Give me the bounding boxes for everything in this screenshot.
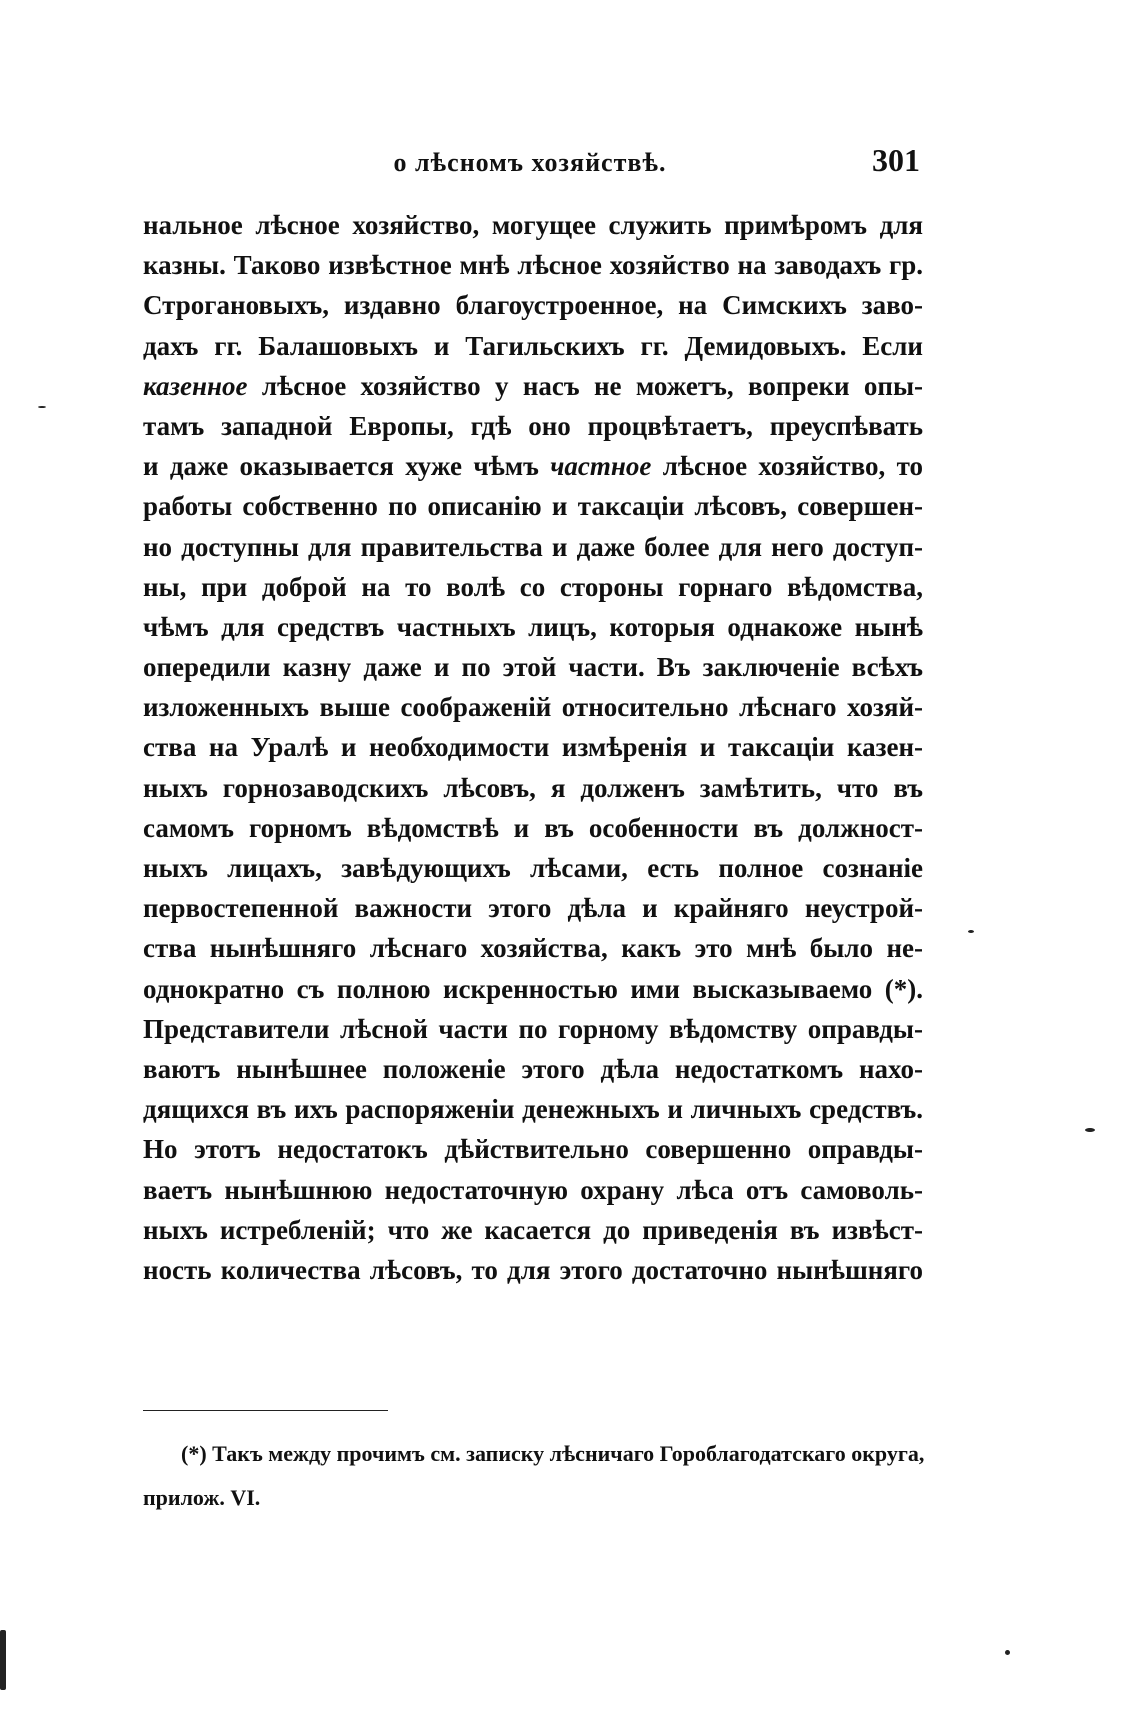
running-title: о лѣсномъ хозяйствѣ. [393,148,667,177]
text-line: Строгановыхъ, издавно благоустроенное, на Симскихъ заво- [143,290,923,321]
text-line: самомъ горномъ вѣдомствѣ и въ особенности въ должност- [143,812,923,843]
text-line: изложенныхъ выше соображеній относительно лѣснаго хозяй- [143,692,923,723]
scan-speck [1005,1650,1010,1655]
body-text [143,205,923,1290]
text-line: Но этотъ недостатокъ дѣйствительно совершенно оправды- [143,1134,923,1165]
italic-word: казенное [143,370,248,401]
text-line [143,446,923,486]
italic-word: частное [550,451,652,482]
text-line: ны, при доброй на то волѣ со стороны горнаго вѣдомства, [143,571,923,602]
footnote-line: (*) Такъ между прочимъ см. записку лѣсничаго Гороблагодатскаго округа, [181,1441,925,1466]
scan-speck [0,1630,6,1690]
text-line: ныхъ горнозаводскихъ лѣсовъ, я долженъ замѣтить, что въ [143,772,923,803]
text-line: Представители лѣсной части по горному вѣдомству оправды- [143,1013,923,1044]
text-line: опередили казну даже и по этой части. Въ заключеніе всѣхъ [143,652,923,683]
text-line-start: и даже оказывается хуже чѣмъ [143,451,539,482]
text-line: ваютъ нынѣшнее положеніе этого дѣла недостаткомъ нахо- [143,1053,923,1084]
text-line: ныхъ лицахъ, завѣдующихъ лѣсами, есть полное сознаніе [143,853,923,883]
text-line: но доступны для правительства и даже более для него доступ- [143,531,923,562]
text-line-rest: лѣсное хозяйство у насъ не можетъ, вопреки опы- [261,370,924,401]
text-line: ства нынѣшняго лѣснаго хозяйства, какъ это мнѣ было не- [143,933,923,964]
text-line: тамъ западной Европы, гдѣ оно процвѣтаетъ, преуспѣвать [143,410,923,441]
footnote-rule [143,1410,388,1411]
scan-speck [1085,1128,1095,1132]
text-line: казны. Таково извѣстное мнѣ лѣсное хозяйство на заводахъ гр. [143,250,923,281]
text-line: дящихся въ ихъ распоряженіи денежныхъ и личныхъ средствъ. [143,1094,923,1125]
scan-speck [968,930,974,933]
text-line: однократно съ полною искренностью ими высказываемо (*). [143,973,923,1004]
scan-speck [38,406,46,408]
text-line: ваетъ нынѣшнюю недостаточную охрану лѣса отъ самоволь- [143,1174,923,1205]
text-line: ность количества лѣсовъ, то для этого достаточно нынѣшняго [143,1254,923,1285]
text-line [143,366,923,406]
text-line: чѣмъ для средствъ частныхъ лицъ, которыя однакоже нынѣ [143,611,923,642]
text-line: первостепенной важности этого дѣла и крайняго неустрой- [143,893,923,924]
text-line: нальное лѣсное хозяйство, могущее служить примѣромъ для [143,210,923,240]
footnote-line: прилож. VI. [143,1485,261,1510]
text-line-rest: лѣсное хозяйство, то [662,451,924,482]
text-line: ства на Уралѣ и необходимости измѣренія и таксаціи казен- [143,732,923,763]
footnote [143,1432,923,1520]
page-number: 301 [872,142,920,178]
text-line: работы собственно по описанію и таксаціи лѣсовъ, совершен- [143,491,923,522]
text-line: дахъ гг. Балашовыхъ и Тагильскихъ гг. Демидовыхъ. Если [143,330,923,361]
text-line: ныхъ истребленій; что же касается до приведенія въ извѣст- [143,1214,923,1245]
page-header [140,138,920,188]
